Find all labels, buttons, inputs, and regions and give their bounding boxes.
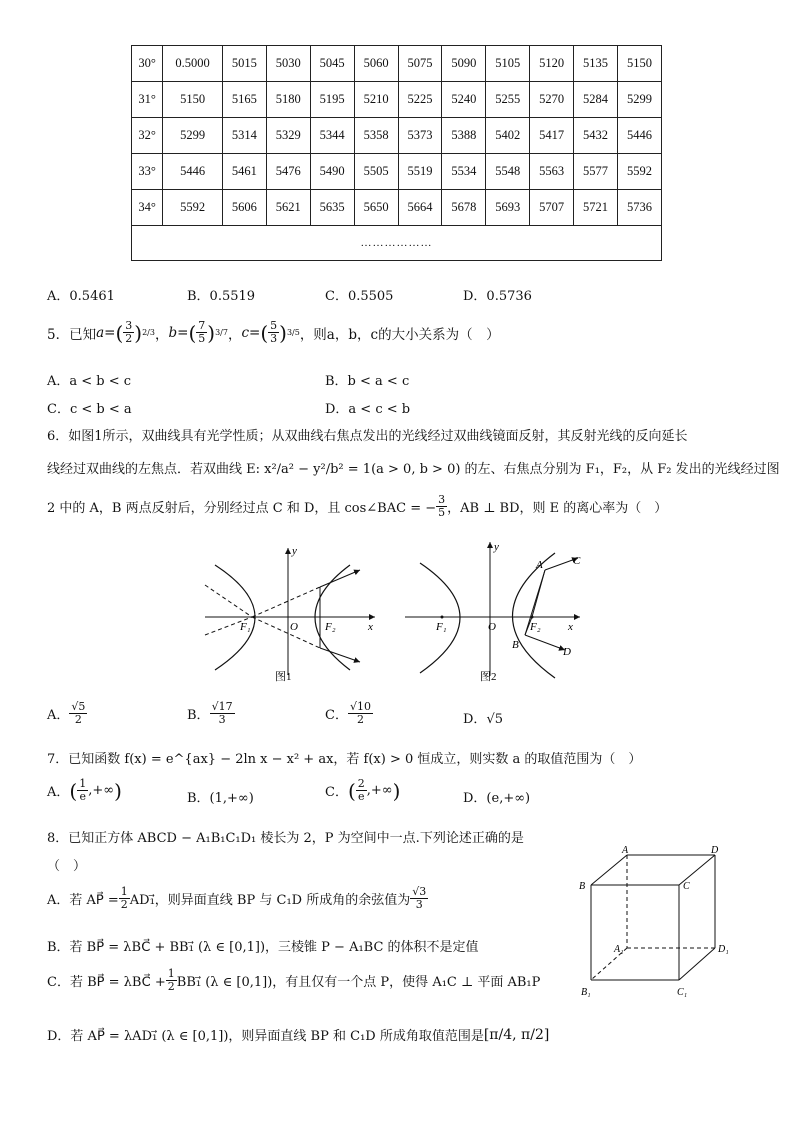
cube-label-c: C: [683, 881, 690, 892]
q5-a-label: a: [96, 324, 105, 341]
figure-2-hyperbola: [400, 538, 585, 685]
cube-label-b1: B₁: [581, 987, 591, 998]
table-cell: 5270: [530, 82, 574, 118]
q6-option-c: C． $\frac{√10}{2}$: [325, 700, 371, 727]
q8-paren: （ ）: [47, 859, 87, 874]
table-cell: 5373: [398, 118, 442, 154]
table-cell: 5505: [354, 154, 398, 190]
cube-figure: [575, 845, 745, 1000]
table-row: [132, 190, 662, 226]
table-cell: 5045: [310, 46, 354, 82]
table-row: [132, 154, 662, 190]
table-cell: 5358: [354, 118, 398, 154]
q5-stem: 5．已知 a = ( $\frac{3}{2}$ ) 2/3 ， b = ( $\frac{7}{5}$ ) 3/7 ， c = ( $\frac{5}{3}$ ) 3/5 ，则a，b，c的大小关系为（ ）: [47, 319, 500, 346]
fig2-label-c: C: [573, 555, 581, 567]
table-angle-cell: 33°: [132, 154, 163, 190]
q5-c-label: c: [241, 324, 249, 341]
q7-option-a: A． ( $\frac{1}{e}$ ,+∞ ): [47, 777, 122, 804]
table-cell: 5432: [574, 118, 618, 154]
q7-option-b: B．(1,+∞): [187, 791, 254, 806]
table-cell: 5577: [574, 154, 618, 190]
q6-cos-fraction: $\frac{3}{5}$: [438, 493, 446, 520]
q8-stem: 8．已知正方体 ABCD − A₁B₁C₁D₁ 棱长为 2，P 为空间中一点.下列论述正确的是: [47, 831, 524, 846]
table-cell: 5060: [354, 46, 398, 82]
fig2-label-b: B: [512, 639, 519, 651]
fig2-label-d: D: [563, 646, 571, 658]
q6-option-a: A． $\frac{√5}{2}$: [47, 700, 86, 727]
table-cell: 5210: [354, 82, 398, 118]
fig2-label-f2: F₂: [530, 621, 541, 633]
q6-option-b: B． $\frac{√17}{3}$: [187, 700, 233, 727]
table-cell: 5592: [163, 190, 223, 226]
q6-line3: [47, 494, 667, 519]
cube-label-a: A: [622, 845, 629, 856]
q5-c-exp: 3/5: [286, 328, 300, 338]
fig1-dash-2: [252, 617, 320, 648]
table-cell: 5519: [398, 154, 442, 190]
cube-label-b: B: [579, 881, 586, 892]
table-row: [132, 82, 662, 118]
fig2-label-y: y: [494, 541, 499, 553]
fig1-caption: 图1: [275, 671, 292, 683]
fig2-left-branch: [420, 563, 460, 673]
q8-option-c: C．若 BP⃗ = λBC⃗ + $\frac{1}{2}$ BB₁⃗ (λ ∈ [0,1])，有且仅有一个点 P，使得 A₁C ⊥ 平面 AB₁P: [47, 967, 541, 994]
table-cell: 5180: [266, 82, 310, 118]
cube-label-a1: A₁: [614, 944, 624, 955]
table-cell: 5534: [442, 154, 486, 190]
table-cell: 5736: [617, 190, 661, 226]
fig2-right-branch: [513, 553, 556, 678]
table-cell: 5721: [574, 190, 618, 226]
q6-line3b: ，AB ⊥ BD，则 E 的离心率为（ ）: [447, 501, 668, 517]
q5-b-label: b: [168, 324, 178, 341]
fig2-label-a: A: [536, 559, 543, 571]
fig1-ray-2b: [320, 648, 360, 662]
table-cell: 5388: [442, 118, 486, 154]
table-cell: 5165: [222, 82, 266, 118]
table-cell: 5417: [530, 118, 574, 154]
table-cell: 5678: [442, 190, 486, 226]
table-cell: 5120: [530, 46, 574, 82]
q5-option-a: A．a < b < c: [47, 374, 132, 389]
q5-prefix: 5．已知: [47, 326, 97, 343]
table-cell: 5693: [486, 190, 530, 226]
table-angle-cell: 32°: [132, 118, 163, 154]
table-angle-cell: 31°: [132, 82, 163, 118]
figure-1-hyperbola: [200, 540, 385, 685]
fig1-dash-1: [252, 587, 320, 617]
table-row: [132, 46, 662, 82]
fig1-label-y: y: [292, 545, 297, 557]
table-cell: 5707: [530, 190, 574, 226]
table-cell: 5563: [530, 154, 574, 190]
table-cell: 5446: [163, 154, 223, 190]
cube-edge-ab: [591, 855, 627, 885]
cube-edge-c1d1: [679, 948, 715, 980]
fig1-label-f2: F₂: [325, 621, 336, 633]
table-cell: 5299: [163, 118, 223, 154]
fig2-ray-bd: [525, 635, 565, 650]
q6-line3a: 2 中的 A，B 两点反射后，分别经过点 C 和 D，且 cos∠BAC = −: [47, 501, 437, 517]
q6-line2: 线经过双曲线的左焦点．若双曲线 E: x²/a² − y²/b² = 1(a > 0, b > 0) 的左、右焦点分别为 F₁，F₂，从 F₂ 发出的光线经过图: [47, 462, 780, 477]
table-cell: 5344: [310, 118, 354, 154]
q6-option-d: D．√5: [463, 712, 503, 727]
q7-option-c: C． ( $\frac{2}{e}$ ,+∞ ): [325, 777, 401, 804]
table-cell: 5225: [398, 82, 442, 118]
table-cell: 5255: [486, 82, 530, 118]
fig1-dash-3: [205, 585, 252, 617]
fig1-label-f1: F₁: [240, 621, 251, 633]
q8-option-d: D．若 AP⃗ = λAD₁⃗ (λ ∈ [0,1])，则异面直线 BP 和 C₁D 所成角取值范围是 [π/4, π/2]: [47, 1026, 550, 1044]
q4-option-b: B．0.5519: [187, 289, 256, 304]
q7-option-d: D．(e,+∞): [463, 791, 531, 806]
q5-a-exp: 2/3: [142, 328, 155, 338]
table-row: [132, 118, 662, 154]
fig2-label-o: O: [488, 621, 496, 633]
q4-option-c: C．0.5505: [325, 289, 394, 304]
table-cell: 5548: [486, 154, 530, 190]
table-cell: 5329: [266, 118, 310, 154]
fig1-label-x: x: [368, 621, 373, 633]
fig2-caption: 图2: [480, 671, 497, 683]
table-angle-cell: 34°: [132, 190, 163, 226]
table-cell: 5446: [617, 118, 661, 154]
table-cell: 5195: [310, 82, 354, 118]
sine-table: [131, 45, 662, 261]
table-cell: 5299: [617, 82, 661, 118]
cube-label-d: D: [711, 845, 719, 856]
table-cell: 5650: [354, 190, 398, 226]
table-cell: 5030: [266, 46, 310, 82]
table-cell: 5075: [398, 46, 442, 82]
table-cell: 5314: [222, 118, 266, 154]
fig2-f2-point: [531, 616, 534, 619]
table-cell: 5240: [442, 82, 486, 118]
q5-option-c: C．c < b < a: [47, 402, 132, 417]
table-angle-cell: 30°: [132, 46, 163, 82]
table-cell: 5664: [398, 190, 442, 226]
fig2-label-f1: F₁: [436, 621, 447, 633]
table-cell: 0.5000: [163, 46, 223, 82]
table-cell: 5402: [486, 118, 530, 154]
table-cell: 5461: [222, 154, 266, 190]
table-cell: 5015: [222, 46, 266, 82]
table-cell: 5150: [163, 82, 223, 118]
cube-label-d1: D₁: [718, 944, 729, 955]
table-cell: 5284: [574, 82, 618, 118]
table-cell: 5150: [617, 46, 661, 82]
q7-stem: 7．已知函数 f(x) = e^{ax} − 2ln x − x² + ax，若 f(x) > 0 恒成立，则实数 a 的取值范围为（ ）: [47, 752, 642, 767]
table-cell: 5606: [222, 190, 266, 226]
table-cell: 5635: [310, 190, 354, 226]
table-cell: 5090: [442, 46, 486, 82]
fig2-label-x: x: [568, 621, 573, 633]
cube-label-c1: C₁: [677, 987, 688, 998]
q5-b-exp: 3/7: [215, 328, 228, 338]
q5-suffix: ，则a，b，c的大小关系为（ ）: [299, 326, 500, 343]
table-cell: 5135: [574, 46, 618, 82]
table-cell: 5490: [310, 154, 354, 190]
q4-option-d: D．0.5736: [463, 289, 532, 304]
table-ellipsis: ………………: [132, 226, 662, 261]
table-cell: 5476: [266, 154, 310, 190]
q5-option-d: D．a < c < b: [325, 402, 411, 417]
table-cell: 5592: [617, 154, 661, 190]
q6-line1: 6．如图1所示，双曲线具有光学性质；从双曲线右焦点发出的光线经过双曲线镜面反射，其反射光线的反向延长: [47, 429, 688, 444]
q5-option-b: B．b < a < c: [325, 374, 410, 389]
q4-option-a: A．0.5461: [47, 289, 115, 304]
fig2-f1-point: [441, 616, 444, 619]
q8-option-b: B．若 BP⃗ = λBC⃗ + BB₁⃗ (λ ∈ [0,1])，三棱锥 P − A₁BC 的体积不是定值: [47, 940, 479, 955]
fig1-label-o: O: [290, 621, 298, 633]
table-cell: 5105: [486, 46, 530, 82]
q8-option-a: A．若 AP⃗ = $\frac{1}{2}$ AD₁⃗，则异面直线 BP 与 C₁D 所成角的余弦值为 $\frac{√3}{3}$: [47, 885, 427, 912]
table-cell: 5621: [266, 190, 310, 226]
